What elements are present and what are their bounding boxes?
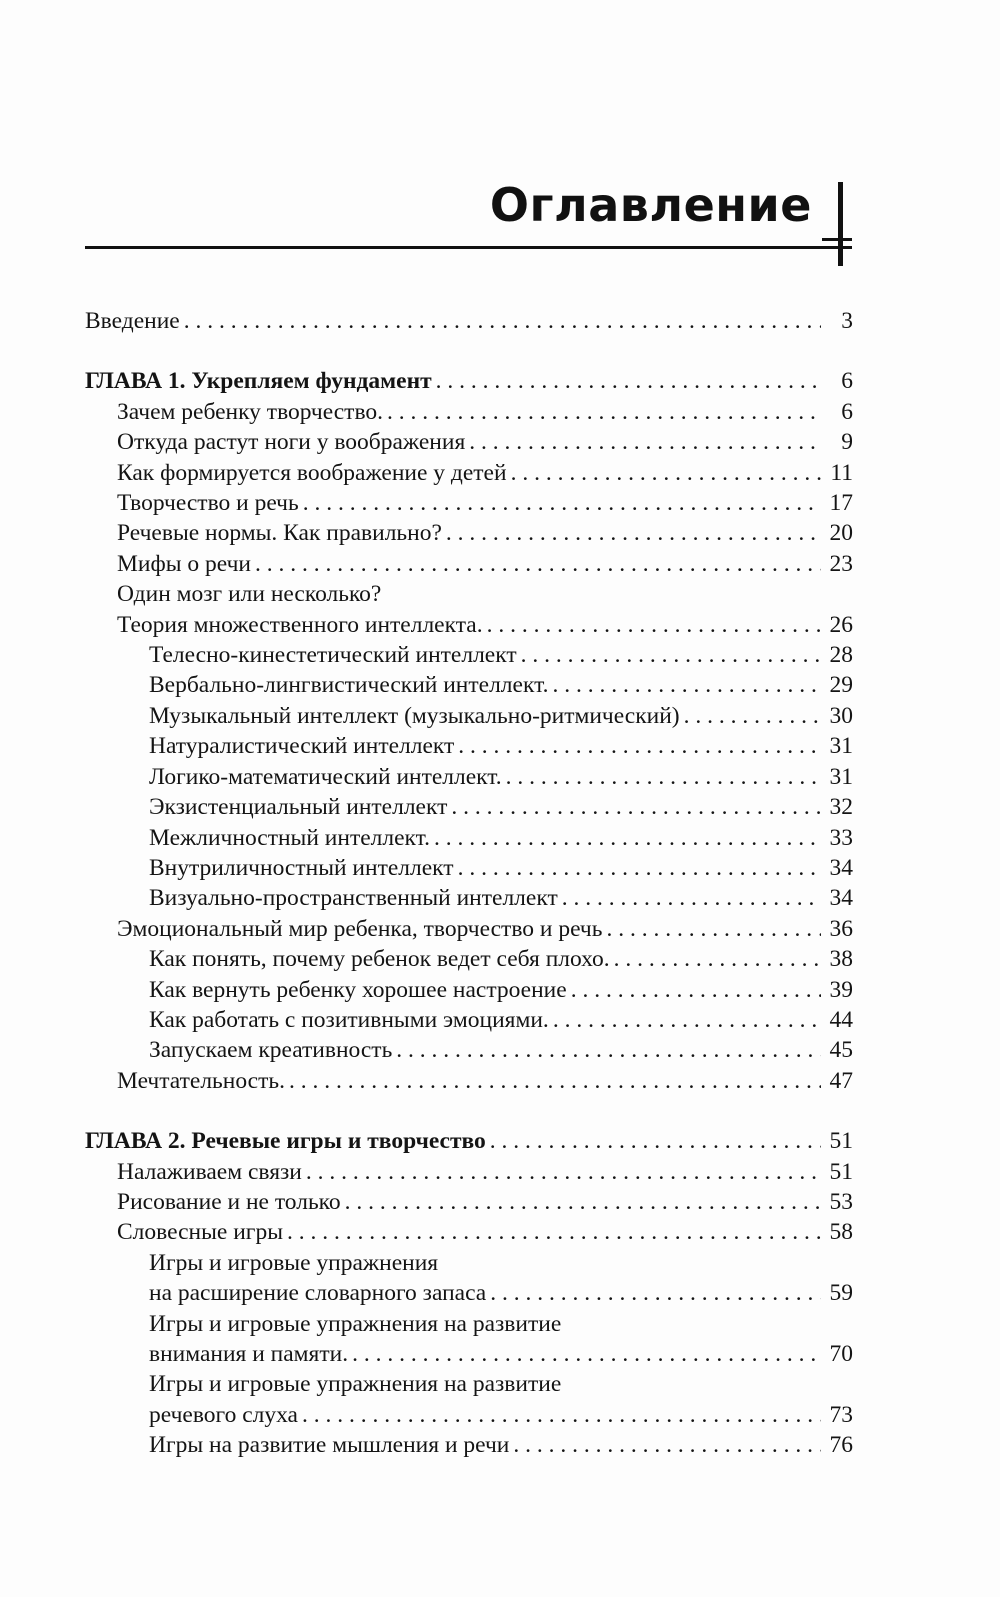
leader-dots [436, 366, 821, 396]
leader-dots [469, 427, 821, 457]
toc-entry-text: Телесно-кинестетический интеллект [149, 642, 517, 669]
toc-entry-page: 73 [829, 1401, 853, 1428]
toc-entry-page: 39 [829, 976, 853, 1003]
toc-entry-page: 20 [829, 520, 853, 547]
table-of-contents [85, 306, 853, 1461]
toc-entry-line2[interactable] [85, 1278, 853, 1308]
leader-dots [451, 792, 821, 822]
toc-entry[interactable] [85, 397, 853, 427]
leader-dots [490, 1278, 821, 1308]
toc-entry-text: Как понять, почему ребенок ведет себя плохо. [149, 946, 610, 973]
toc-entry[interactable] [85, 823, 853, 853]
toc-entry-text: Натуралистический интеллект [149, 733, 455, 760]
toc-entry-text: внимания и памяти. [149, 1341, 349, 1367]
toc-entry-page: 29 [829, 672, 853, 699]
toc-entry[interactable] [85, 518, 853, 548]
leader-dots [289, 1066, 821, 1096]
toc-entry-page: 34 [829, 885, 853, 912]
toc-entry[interactable] [85, 762, 853, 792]
leader-dots [184, 306, 821, 336]
toc-entry[interactable] [85, 579, 853, 609]
toc-entry-text: Рисование и не только [117, 1188, 341, 1215]
toc-entry[interactable] [85, 458, 853, 488]
toc-entry-page: 47 [829, 1067, 853, 1094]
leader-dots [345, 1187, 821, 1217]
toc-entry-line1[interactable] [85, 1369, 853, 1399]
leader-dots [571, 975, 821, 1005]
toc-entry-text: Речевые нормы. Как правильно? [117, 520, 442, 547]
toc-entry-text: Словесные игры [117, 1219, 283, 1246]
leader-dots [458, 731, 821, 761]
toc-entry-page: 28 [829, 642, 853, 669]
toc-entry-text: Один мозг или несколько? [117, 581, 382, 608]
toc-entry-text: Игры на развитие мышления и речи [149, 1432, 510, 1459]
toc-entry-text: Мечтательность. [117, 1067, 285, 1094]
leader-dots [552, 670, 821, 700]
toc-entry-page: 31 [829, 763, 853, 790]
toc-entry-text: Межличностный интеллект. [149, 824, 431, 851]
toc-entry[interactable] [85, 731, 853, 761]
toc-entry-page: 9 [841, 429, 853, 456]
toc-entry-page: 34 [829, 854, 853, 881]
toc-entry-line1[interactable] [85, 1309, 853, 1339]
toc-entry-page: 26 [829, 611, 853, 638]
toc-entry-page: 45 [829, 1037, 853, 1064]
toc-entry[interactable] [85, 1005, 853, 1035]
toc-entry-page: 33 [829, 824, 853, 851]
toc-entry-page: 36 [829, 915, 853, 942]
toc-entry-text: Внутриличностный интеллект [149, 854, 454, 881]
leader-dots [287, 1217, 821, 1247]
toc-entry-page: 70 [829, 1341, 853, 1367]
toc-entry-page: 51 [829, 1128, 853, 1155]
toc-entry-page: 31 [829, 733, 853, 760]
leader-dots [614, 944, 821, 974]
toc-entry-page: 3 [841, 308, 853, 334]
leader-dots [684, 701, 821, 731]
leader-dots [306, 1157, 821, 1187]
toc-entry[interactable] [85, 549, 853, 579]
toc-entry-page: 30 [829, 702, 853, 729]
toc-entry-text: Как работать с позитивными эмоциями. [149, 1006, 549, 1033]
leader-dots [352, 1339, 821, 1369]
toc-entry-text: Игры и игровые упражнения на развитие [149, 1310, 562, 1337]
leader-dots [302, 1400, 821, 1430]
leader-dots [487, 610, 821, 640]
toc-entry-text: Откуда растут ноги у воображения [117, 429, 466, 456]
toc-entry-text: Экзистенциальный интеллект [149, 794, 448, 821]
toc-entry[interactable] [85, 1217, 853, 1247]
toc-entry-text: Теория множественного интеллекта. [117, 611, 483, 638]
toc-entry[interactable] [85, 488, 853, 518]
toc-entry[interactable] [85, 975, 853, 1005]
toc-entry-text: Творчество и речь [117, 490, 299, 517]
toc-entry[interactable] [85, 1430, 853, 1460]
leader-dots [606, 914, 821, 944]
toc-entry[interactable] [85, 427, 853, 457]
toc-entry[interactable] [85, 944, 853, 974]
toc-chapter-title: ГЛАВА 1. Укрепляем фундамент [85, 368, 432, 395]
leader-dots [513, 1430, 821, 1460]
toc-chapter-1[interactable] [85, 366, 853, 396]
toc-entry[interactable] [85, 1035, 853, 1065]
leader-dots [506, 762, 821, 792]
leader-dots [490, 1126, 821, 1156]
toc-entry-text: Введение [85, 308, 180, 334]
toc-entry-text: Музыкальный интеллект (музыкально-ритмический) [149, 702, 680, 729]
toc-entry-page: 23 [829, 550, 853, 577]
leader-dots [434, 823, 821, 853]
toc-entry[interactable] [85, 883, 853, 913]
toc-entry-page: 59 [829, 1280, 853, 1307]
toc-entry-text: Визуально-пространственный интеллект [149, 885, 558, 912]
leader-dots [303, 488, 821, 518]
toc-entry[interactable] [85, 1066, 853, 1096]
leader-dots [396, 1035, 821, 1065]
toc-entry-text: Как формируется воображение у детей [117, 459, 507, 486]
toc-entry[interactable] [85, 1157, 853, 1187]
toc-entry-text: Зачем ребенку творчество. [117, 398, 384, 425]
leader-dots [562, 883, 821, 913]
toc-entry[interactable] [85, 792, 853, 822]
toc-entry-page: 11 [830, 459, 853, 486]
title-vertical-rule [838, 182, 843, 266]
toc-entry-page: 32 [829, 794, 853, 821]
leader-dots [446, 518, 821, 548]
toc-entry[interactable] [85, 610, 853, 640]
toc-entry-text: Игры и игровые упражнения на развитие [149, 1371, 562, 1398]
toc-entry-page: 44 [829, 1006, 853, 1033]
toc-entry[interactable] [85, 853, 853, 883]
toc-entry-page: 53 [829, 1188, 853, 1215]
toc-entry-page: 76 [829, 1432, 853, 1459]
toc-entry[interactable] [85, 701, 853, 731]
toc-entry-text: Мифы о речи [117, 550, 251, 577]
toc-chapter-title: ГЛАВА 2. Речевые игры и творчество [85, 1128, 486, 1155]
toc-entry-text: Запускаем креативность [149, 1037, 393, 1064]
toc-entry-page: 6 [841, 398, 853, 425]
toc-entry[interactable] [85, 640, 853, 670]
leader-dots [255, 549, 821, 579]
toc-entry-page: 58 [829, 1219, 853, 1246]
title-underline [85, 246, 852, 249]
toc-chapter-2[interactable] [85, 1126, 853, 1156]
toc-entry[interactable] [85, 914, 853, 944]
toc-entry-text: Логико-математический интеллект. [149, 763, 502, 790]
toc-entry-text: Как вернуть ребенку хорошее настроение [149, 976, 567, 1003]
toc-entry-page: 51 [829, 1158, 853, 1185]
toc-entry-intro[interactable] [85, 306, 853, 336]
toc-entry[interactable] [85, 1187, 853, 1217]
leader-dots [387, 397, 821, 427]
leader-dots [458, 853, 821, 883]
toc-entry-line2[interactable] [85, 1339, 853, 1369]
toc-entry-page: 6 [841, 368, 853, 395]
toc-entry-text: речевого слуха [149, 1401, 298, 1428]
toc-entry[interactable] [85, 670, 853, 700]
toc-entry-text: Эмоциональный мир ребенка, творчество и речь [117, 915, 603, 942]
toc-entry-page: 17 [829, 490, 853, 517]
toc-entry-line2[interactable] [85, 1400, 853, 1430]
toc-entry-page: 38 [829, 946, 853, 973]
leader-dots [511, 458, 821, 488]
toc-entry-text: Игры и игровые упражнения [149, 1249, 439, 1276]
page-title: Оглавление [489, 178, 812, 232]
title-rule-tick [822, 238, 852, 241]
toc-entry-text: на расширение словарного запаса [149, 1280, 487, 1307]
toc-entry-line1[interactable] [85, 1248, 853, 1278]
toc-entry-text: Налаживаем связи [117, 1158, 302, 1185]
leader-dots [521, 640, 821, 670]
toc-entry-text: Вербально-лингвистический интеллект. [149, 672, 549, 699]
leader-dots [553, 1005, 821, 1035]
